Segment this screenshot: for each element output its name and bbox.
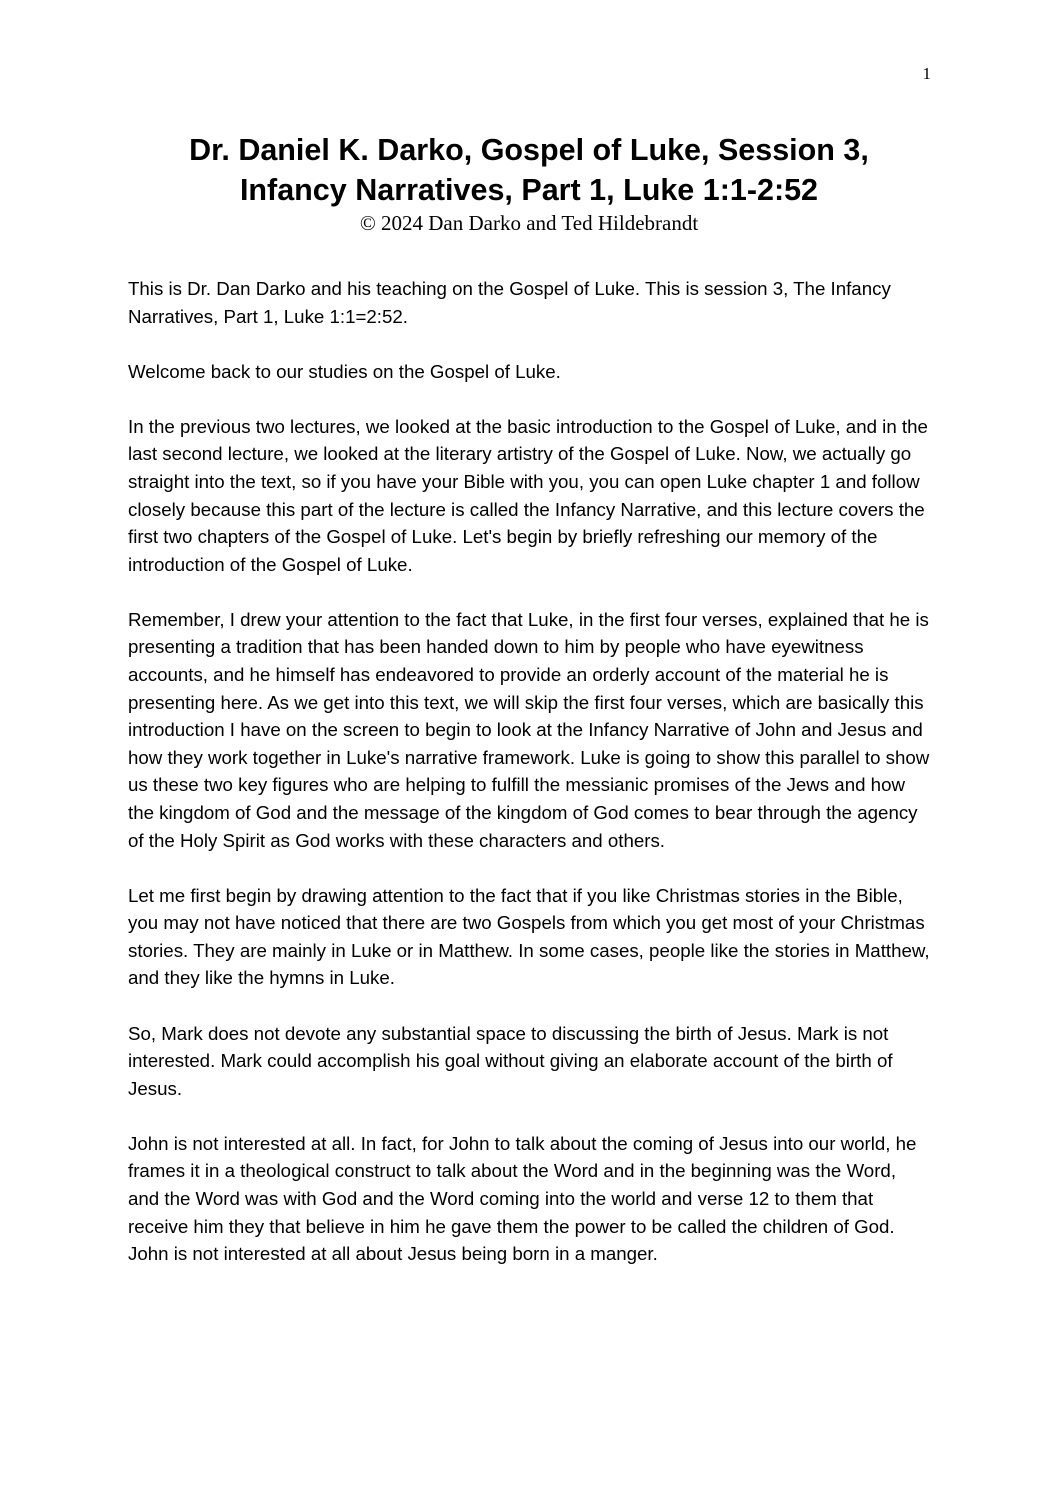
paragraph-previous-lectures: In the previous two lectures, we looked at the basic introduction to the Gospel of Luke, and in the last second lecture, we looked at the literary artistry of the Gospel of Luke. Now, we actually go straight into the text, so if you have your Bible with you, you can open Luke chapter 1 and follow closely because this part of the lecture is called the Infancy Narrative, and this lecture covers the first two chapters of the Gospel of Luke. Let's begin by briefly refreshing our memory of the introduction of the Gospel of Luke.: [128, 415, 928, 575]
copyright-notice: © 2024 Dan Darko and Ted Hildebrandt: [359, 211, 699, 235]
paragraph-john: John is not interested at all. In fact, for John to talk about the coming of Jesus into our world, he frames it in a theological construct to talk about the Word and in the beginning was the Word, and the Word was with God and the Word coming into the world and verse 12 to them that receive him they that believe in him he gave them the power to be called the children of God. John is not interested at all about Jesus being born in a manger.: [128, 1132, 917, 1265]
document-title-line-2: Infancy Narratives, Part 1, Luke 1:1-2:52: [239, 173, 819, 207]
paragraph-intro: This is Dr. Dan Darko and his teaching on the Gospel of Luke. This is session 3, The Infancy Narratives, Part 1, Luke 1:1=2:52.: [128, 278, 891, 327]
document-body: [128, 275, 931, 1295]
paragraph-christmas-stories: Let me first begin by drawing attention to the fact that if you like Christmas stories in the Bible, you may not have noticed that there are two Gospels from which you get most of your Christmas stories. They are mainly in Luke or in Matthew. In some cases, people like the stories in Matthew, and they like the hymns in Luke.: [128, 884, 930, 989]
paragraph-welcome: Welcome back to our studies on the Gospel of Luke.: [128, 360, 561, 382]
page-number: 1: [922, 64, 931, 83]
document-header: [100, 130, 958, 236]
paragraph-mark: So, Mark does not devote any substantial space to discussing the birth of Jesus. Mark is not interested. Mark could accomplish his goal without giving an elaborate account of the birth of Jesus.: [128, 1022, 893, 1099]
paragraph-remember: Remember, I drew your attention to the fact that Luke, in the first four verses, explained that he is presenting a tradition that has been handed down to him by people who have eyewitness accounts, and he himself has endeavored to provide an orderly account of the material he is presenting here. As we get into this text, we will skip the first four verses, which are basically this introduction I have on the screen to begin to look at the Infancy Narrative of John and Jesus and how they work together in Luke's narrative framework. Luke is going to show this parallel to show us these two key figures who are helping to fulfill the messianic promises of the Jews and how the kingdom of God and the message of the kingdom of God comes to bear through the agency of the Holy Spirit as God works with these characters and others.: [128, 608, 930, 851]
document-title-line-1: Dr. Daniel K. Darko, Gospel of Luke, Session 3,: [189, 133, 869, 167]
